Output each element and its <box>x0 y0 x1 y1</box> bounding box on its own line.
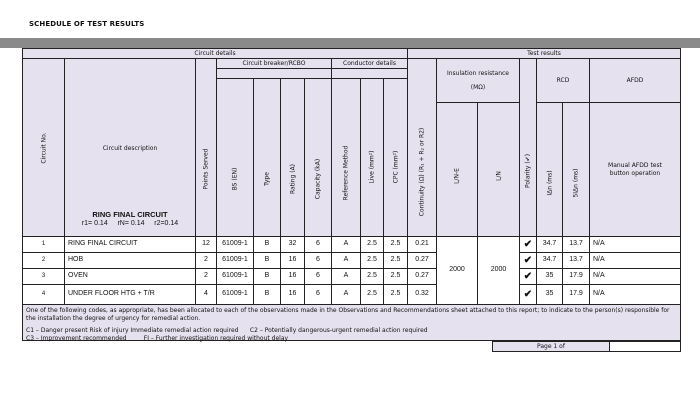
page-total-field[interactable] <box>609 341 681 352</box>
row1-bs: 61009-1 <box>216 236 254 253</box>
row4-bs: 61009-1 <box>216 284 254 305</box>
row4-description: UNDER FLOOR HTG + T/R <box>64 284 196 305</box>
group-afdd: AFDD <box>589 58 681 103</box>
group-conductor-details: Conductor details <box>331 58 408 69</box>
row1-capacity: 6 <box>304 236 332 253</box>
test-results-table <box>22 48 681 343</box>
ring-r2: r2=0.14 <box>154 219 179 227</box>
page-label: Page 1 of <box>492 341 610 352</box>
row3-circuit-no: 3 <box>22 268 65 285</box>
row3-cpc: 2.5 <box>383 268 408 285</box>
codes-footer <box>22 304 681 341</box>
group-rcd: RCD <box>536 58 590 103</box>
col-type: Type <box>253 78 281 237</box>
row2-description: HOB <box>64 252 196 269</box>
row4-continuity: 0.32 <box>407 284 437 305</box>
col-rating: Rating (A) <box>280 78 305 237</box>
row4-rating: 16 <box>280 284 305 305</box>
row1-type: B <box>253 236 281 253</box>
col-continuity: Continuity (Ω) (R₁ + R₂ or R2) <box>407 58 437 237</box>
row1-description: RING FINAL CIRCUIT <box>64 236 196 253</box>
col-rcd-5i: 5IΔn (ms) <box>562 102 590 237</box>
col-circuit-description <box>64 58 196 237</box>
row3-afdd: N/A <box>589 268 681 285</box>
row2-circuit-no: 2 <box>22 252 65 269</box>
row3-live: 2.5 <box>360 268 384 285</box>
row1-continuity: 0.21 <box>407 236 437 253</box>
group-circuit-breaker: Circuit breaker/RCBO <box>216 58 332 69</box>
col-cpc: CPC (mm²) <box>383 78 408 237</box>
col-ln: L/N <box>477 102 520 237</box>
col-afdd-manual: Manual AFDD test button operation <box>589 102 681 237</box>
row2-capacity: 6 <box>304 252 332 269</box>
row3-description: OVEN <box>64 268 196 285</box>
col-polarity: Polarity (✔) <box>519 58 537 237</box>
row1-ref: A <box>331 236 361 253</box>
col-live: Live (mm²) <box>360 78 384 237</box>
row2-continuity: 0.27 <box>407 252 437 269</box>
group-circuit-details: Circuit details <box>22 48 408 59</box>
circuit-description-label: Circuit description <box>102 145 158 152</box>
row3-bs: 61009-1 <box>216 268 254 285</box>
row4-ref: A <box>331 284 361 305</box>
row1-rcd-i: 34.7 <box>536 236 563 253</box>
code-c2: C2 – Potentially dangerous-urgent remedial action required <box>249 327 428 335</box>
code-fi: FI – Further investigation required without delay <box>143 335 289 343</box>
ring-rn: rN= 0.14 <box>117 219 145 227</box>
row4-cpc: 2.5 <box>383 284 408 305</box>
col-ln-e: L/N-E <box>436 102 478 237</box>
row2-afdd: N/A <box>589 252 681 269</box>
row3-ref: A <box>331 268 361 285</box>
row2-live: 2.5 <box>360 252 384 269</box>
row2-points: 2 <box>195 252 217 269</box>
row4-points: 4 <box>195 284 217 305</box>
row4-rcd-5i: 17.9 <box>562 284 590 305</box>
row2-bs: 61009-1 <box>216 252 254 269</box>
row4-polarity: ✔ <box>519 284 537 305</box>
group-test-results: Test results <box>407 48 681 59</box>
row4-live: 2.5 <box>360 284 384 305</box>
col-reference-method: Reference Method <box>331 78 361 237</box>
row3-polarity: ✔ <box>519 268 537 285</box>
col-bs-en: BS (EN) <box>216 78 254 237</box>
row1-rcd-5i: 13.7 <box>562 236 590 253</box>
insulation-ln-e-value: 2000 <box>436 236 478 305</box>
row4-afdd: N/A <box>589 284 681 305</box>
codes-intro: One of the following codes, as appropriate, has been allocated to each of the observations made in the Observations and Recommendations sheet attached to this report; to indicate to the person(s) responsible for the installation the degree of urgency for remedial action. <box>26 307 670 323</box>
row3-type: B <box>253 268 281 285</box>
row3-rating: 16 <box>280 268 305 285</box>
row1-points: 12 <box>195 236 217 253</box>
row3-points: 2 <box>195 268 217 285</box>
col-rcd-i: IΔn (ms) <box>536 102 563 237</box>
row2-rcd-5i: 13.7 <box>562 252 590 269</box>
row1-cpc: 2.5 <box>383 236 408 253</box>
row4-circuit-no: 4 <box>22 284 65 305</box>
row4-capacity: 6 <box>304 284 332 305</box>
row2-polarity: ✔ <box>519 252 537 269</box>
row1-circuit-no: 1 <box>22 236 65 253</box>
row2-ref: A <box>331 252 361 269</box>
document-title: SCHEDULE OF TEST RESULTS <box>29 20 145 28</box>
row2-type: B <box>253 252 281 269</box>
ring-final-note: RING FINAL CIRCUIT r1= 0.14 rN= 0.14 r2=0.14 <box>81 209 179 227</box>
row2-rcd-i: 34.7 <box>536 252 563 269</box>
row4-type: B <box>253 284 281 305</box>
header-band <box>0 38 700 48</box>
row3-rcd-5i: 17.9 <box>562 268 590 285</box>
col-points-served: Points Served <box>195 58 217 237</box>
code-c1: C1 – Danger present Risk of injury Immediate remedial action required <box>26 327 239 335</box>
row2-rating: 16 <box>280 252 305 269</box>
row3-capacity: 6 <box>304 268 332 285</box>
col-circuit-no: Circuit No. <box>22 58 65 237</box>
row3-continuity: 0.27 <box>407 268 437 285</box>
row3-rcd-i: 35 <box>536 268 563 285</box>
row1-afdd: N/A <box>589 236 681 253</box>
row2-cpc: 2.5 <box>383 252 408 269</box>
code-c3: C3 – Improvement recommended <box>26 335 127 343</box>
row1-rating: 32 <box>280 236 305 253</box>
ring-r1: r1= 0.14 <box>81 219 108 227</box>
row4-rcd-i: 35 <box>536 284 563 305</box>
row1-live: 2.5 <box>360 236 384 253</box>
row1-polarity: ✔ <box>519 236 537 253</box>
col-capacity: Capacity (kA) <box>304 78 332 237</box>
group-insulation-resistance: Insulation resistance (MΩ) <box>436 58 520 103</box>
insulation-ln-value: 2000 <box>477 236 520 305</box>
